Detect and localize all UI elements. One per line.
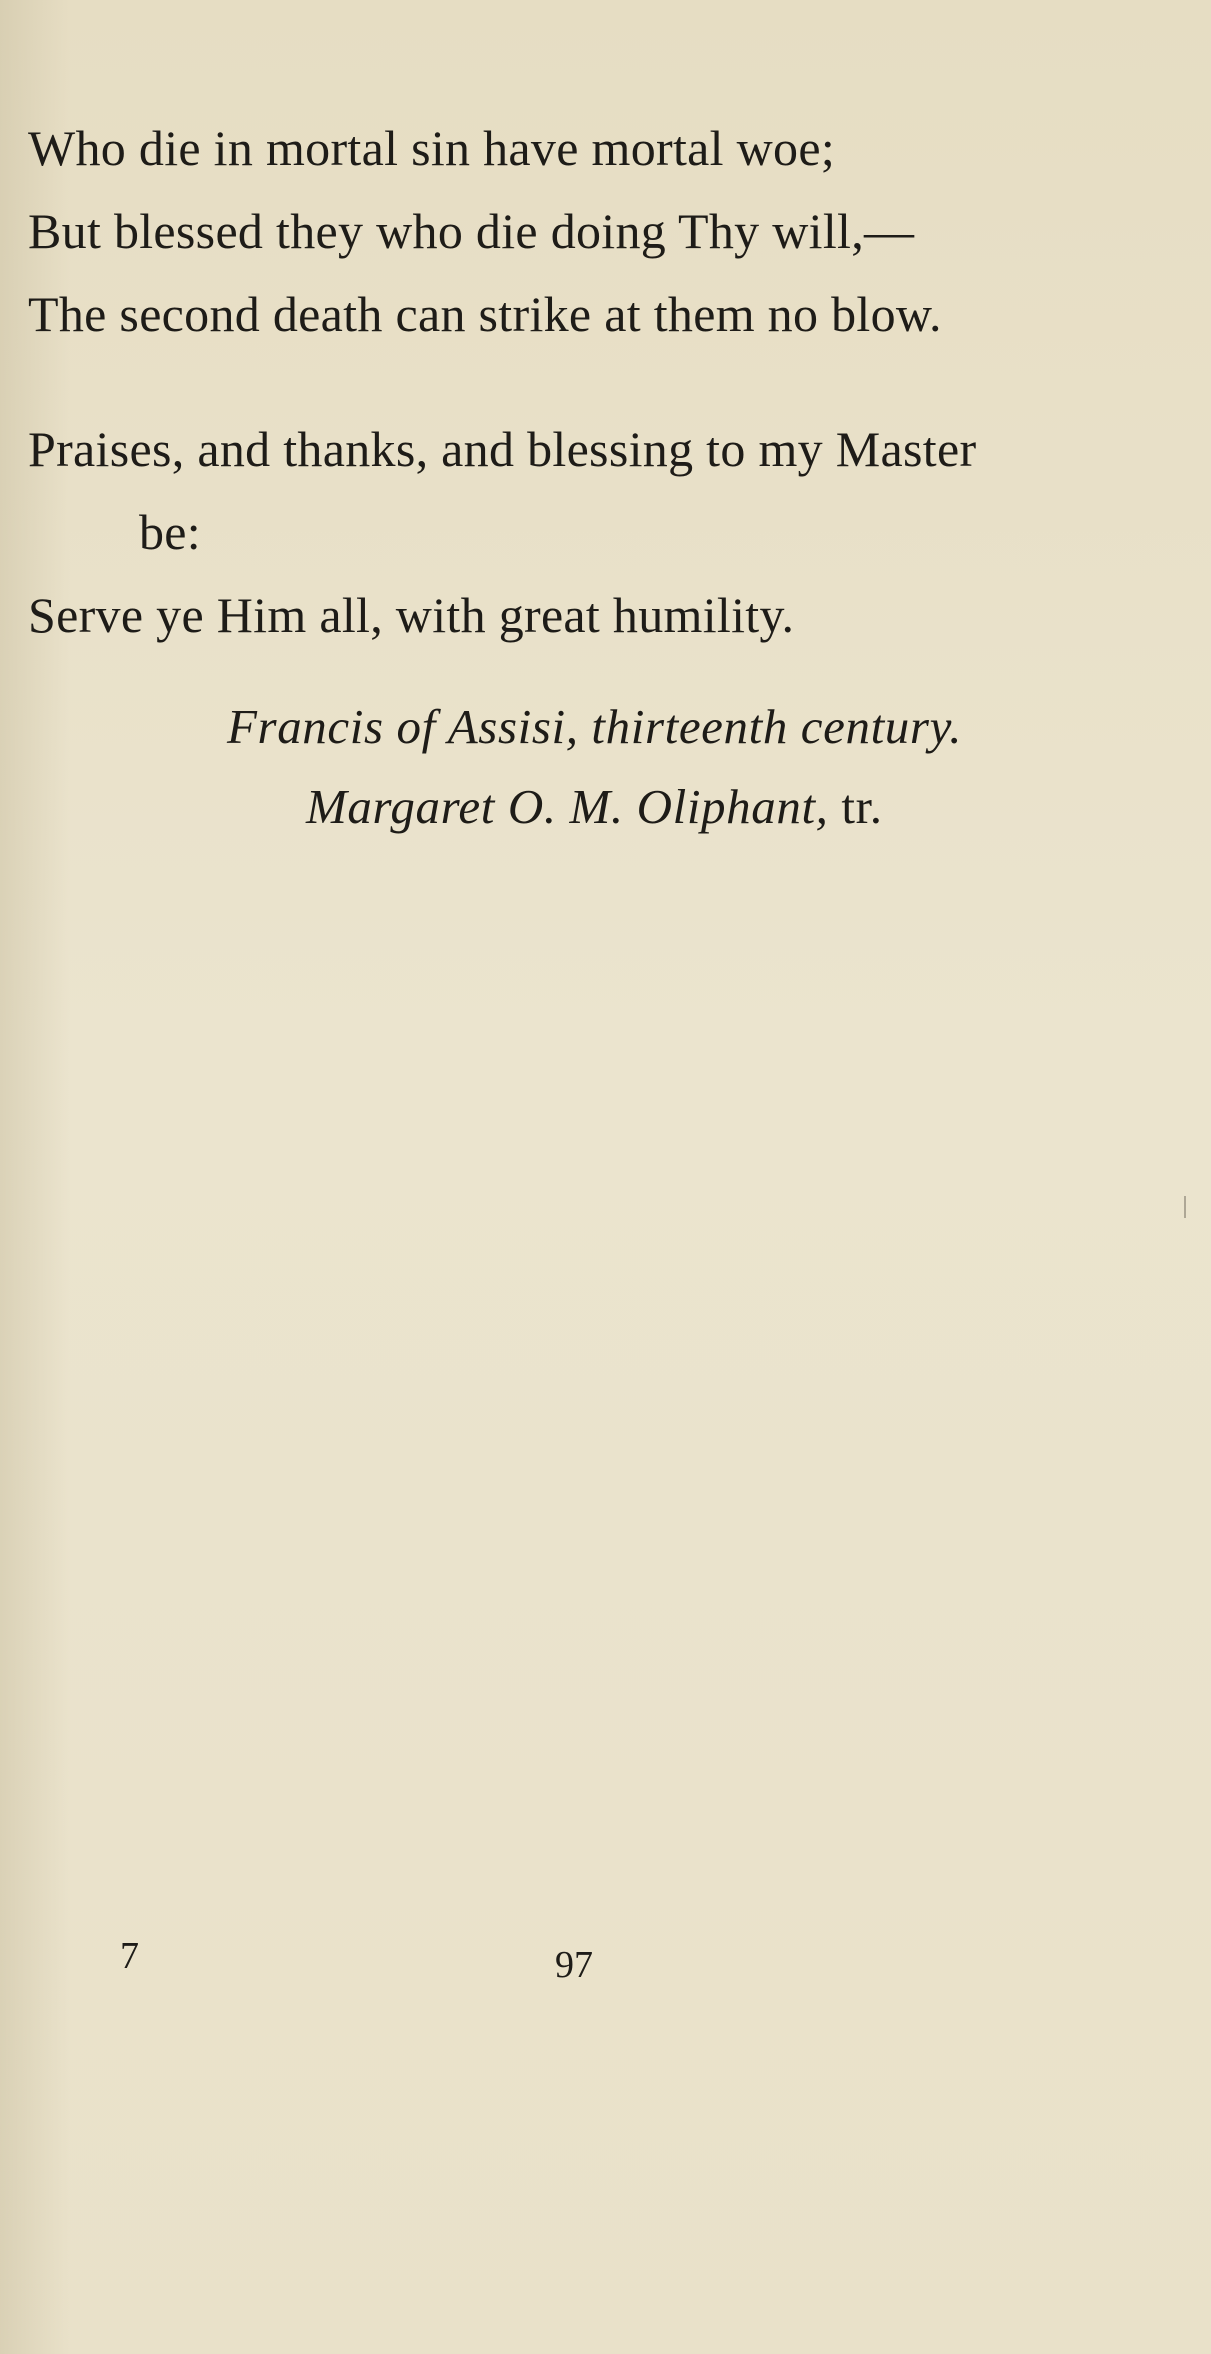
poem-line: Serve ye Him all, with great humility. [28,587,795,643]
paper-speck [1184,1196,1186,1218]
translator-suffix: tr. [828,779,883,834]
poem-line: Who die in mortal sin have mortal woe; [28,120,836,176]
translator-attribution [306,777,883,837]
signature-mark: 7 [120,1935,139,1977]
author-attribution: Francis of Assisi, thirteenth century. [227,699,963,754]
poem-line: Praises, and thanks, and blessing to my Master [28,421,977,477]
poem-line: But blessed they who die doing Thy will,— [28,203,915,259]
poem-line: The second death can strike at them no blow. [28,286,942,342]
page-number: 97 [555,1944,593,1986]
translator-name: Margaret O. M. Oliphant, [306,779,829,834]
poem-line-continuation: be: [139,504,201,560]
